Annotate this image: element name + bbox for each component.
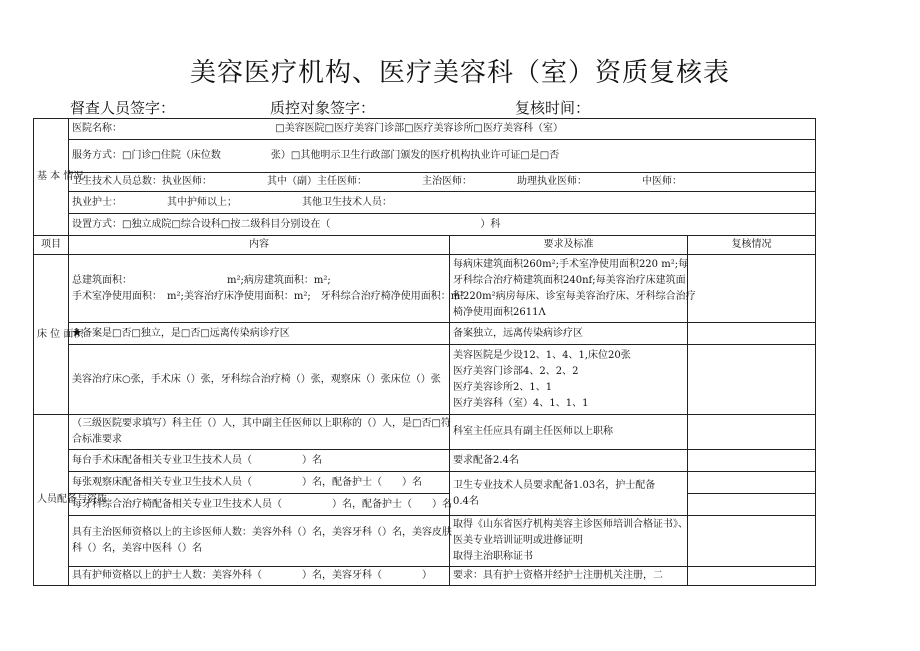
review-time-label: 复核时间： [515,99,591,117]
observation-bed-staff-cell: 每张观察床配备相关专业卫生技术人员（ ）名，配备护士（ ）名 [69,472,450,494]
review-cell[interactable] [688,494,816,516]
header-content: 内容 [69,236,450,255]
table-row [34,472,816,494]
table-row [34,119,816,140]
review-cell[interactable] [688,472,816,494]
nurse-count-row: 执业护士： 其中护师以上； 其他卫生技术人员： [69,192,816,214]
staffing-label: 人员配备与资质 [34,415,69,586]
qualification-table [33,118,816,586]
area-requirement-cell: 每病床建筑面积260m²;手术室净使用面积220 m²;每 牙科综合治疗椅建筑面积240nf;每美容治疗床建筑面 积220m²病房每床、诊室每美容治疗床、牙科综合治疗 椅净使用面积2611Λ [450,255,688,323]
table-row [34,450,816,472]
basic-info-label: 基 本 情况 [34,119,69,236]
header-item: 项目 [34,236,69,255]
header-review: 复核情况 [688,236,816,255]
review-cell[interactable] [688,516,816,567]
table-row [34,173,816,192]
table-row [34,192,816,214]
surgery-bed-requirement-cell: 要求配备2.4名 [450,450,688,472]
filing-requirement-cell: 备案独立，远离传染病诊疗区 [450,323,688,345]
page-title: 美容医疗机构、医疗美容科（室）资质复核表 [189,58,730,88]
header-requirement: 要求及标准 [450,236,688,255]
bed-area-label: 床 位 面积 [34,255,69,415]
table-row [34,494,816,516]
director-requirement-cell: 科室主任应具有副主任医师以上职称 [450,415,688,450]
table-row [34,323,816,345]
inspector-signature-label: 督查人员签字： [70,99,176,117]
table-row [34,214,816,236]
table-row [34,255,816,323]
hospital-name-label: 医院名称： [72,123,122,134]
filing-content-cell[interactable]: ★备案是□否□独立，是□否□远离传染病诊疗区 [69,323,450,345]
review-cell[interactable] [688,255,816,323]
review-cell[interactable] [688,415,816,450]
surgery-bed-staff-cell: 每台手术床配备相关专业卫生技术人员（ ）名 [69,450,450,472]
table-row [34,567,816,586]
dental-chair-staff-cell: 每牙科综合治疗椅配备相关专业卫生技术人员（ ）名，配备护士（ ）名 [69,494,450,516]
review-cell[interactable] [688,450,816,472]
review-cell[interactable] [688,345,816,415]
target-signature-label: 质控对象签字： [270,99,376,117]
hospital-name-row [69,119,816,140]
table-row [34,345,816,415]
nurse-requirement-cell: 要求：具有护士资格并经护士注册机关注册，二 [450,567,688,586]
setup-mode-row[interactable]: 设置方式：□独立成院□综合设科□按二级科目分别设在（ ）科 [69,214,816,236]
review-cell[interactable] [688,567,816,586]
nurse-qualification-cell: 具有护师资格以上的护士人数：美容外科（ ）名，美容牙科（ ） [69,567,450,586]
table-header-row [34,236,816,255]
table-row [34,415,816,450]
table-row [34,516,816,567]
staff-count-row: 卫生技术人员总数：执业医师： 其中（副）主任医师： 主治医师： 助理执业医师： 中医师： [69,173,816,192]
attending-requirement-cell: 取得《山东省医疗机构美容主诊医师培训合格证书》、 医美专业培训证明或进修证明 取得主治职称证书 [450,516,688,567]
area-content-cell: 总建筑面积： m²;病房建筑面积：m²; 手术室净使用面积： m²;美容治疗床净使用面积：m²; 牙科综合治疗椅净使用面积：m² [69,255,450,323]
director-content-cell[interactable]: （三级医院要求填写）科主任（）人，其中副主任医师以上职称的（）人，是□否□符 合标准要求 [69,415,450,450]
table-row [34,140,816,173]
hospital-type-options[interactable]: □美容医院□医疗美容门诊部□医疗美容诊所□医疗美容科（室） [275,123,563,134]
attending-physician-cell: 具有主治医师资格以上的主诊医师人数：美容外科（）名，美容牙科（）名，美容皮肤 科（）名，美容中医科（）名 [69,516,450,567]
review-cell[interactable] [688,323,816,345]
service-mode-row[interactable]: 服务方式：□门诊□住院（床位数 张）□其他明示卫生行政部门颁发的医疗机构执业许可证□是□否 [69,140,816,173]
bed-count-requirement-cell: 美容医院是少设12、1、4、1,床位20张 医疗美容门诊部4、2、2、2 医疗美容诊所2、1、1 医疗美容科（室）4、1、1、1 [450,345,688,415]
bed-count-content-cell: 美容治疗床○张，手术床（）张，牙科综合治疗椅（）张，观察床（）张床位（）张 [69,345,450,415]
observation-requirement-cell: 卫生专业技术人员要求配备1.03名，护士配备 0.4名 [450,472,688,516]
